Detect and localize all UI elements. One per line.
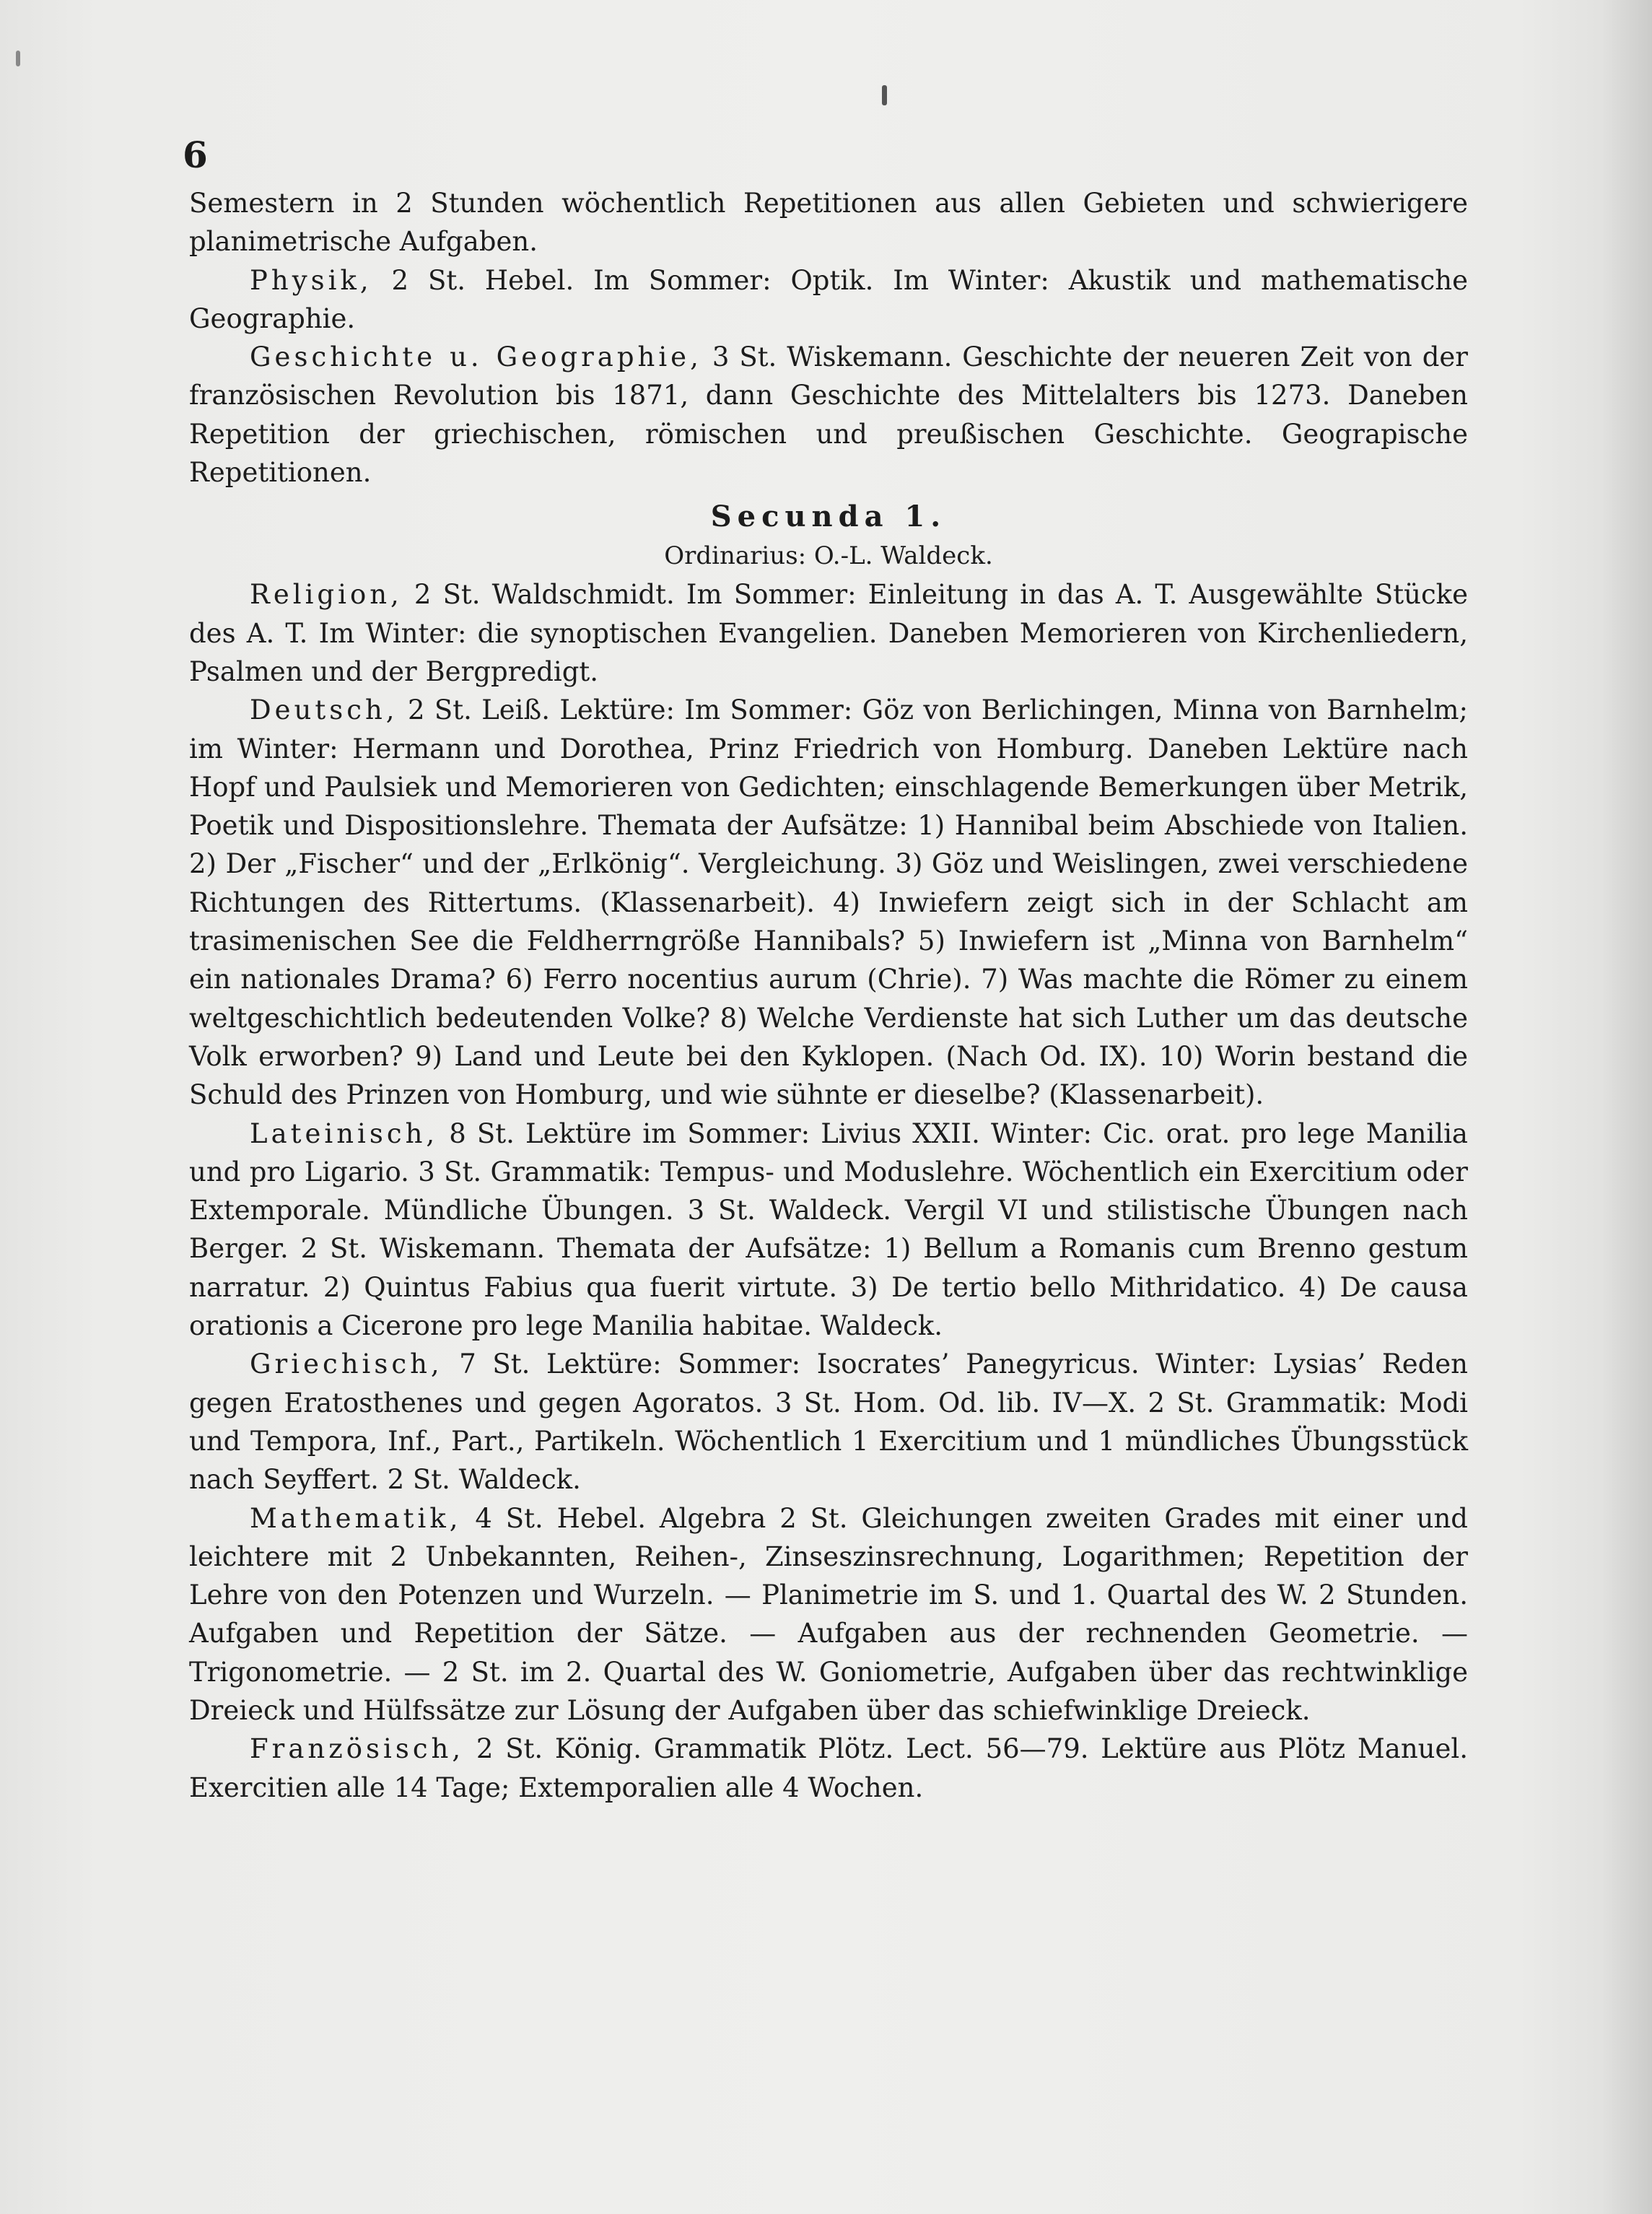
paragraph-franzoesisch: [189, 1730, 1468, 1807]
paragraph-mathematik: [189, 1499, 1468, 1730]
paragraph-text: 4 St. Hebel. Algebra 2 St. Gleichungen zweiten Grades mit einer und leichtere mit 2 Unbekannten, Reihen-, Zinseszinsrechnung, Logarithmen; Repetition der Lehre von den Potenzen und Wurzeln. — Planimetrie im S. und 1. Quartal des W. 2 Stunden. Aufgaben und Repetition der Sätze. — Aufgaben aus der rechnenden Geometrie. — Trigonometrie. — 2 St. im 2. Quartal des W. Goniometrie, Aufgaben über das rechtwinklige Dreieck und Hülfssätze zur Lösung der Aufgaben über das schiefwinklige Dreieck.: [189, 1502, 1468, 1726]
paragraph-text: 2 St. Leiß. Lektüre: Im Sommer: Göz von Berlichingen, Minna von Barnhelm; im Winter: Hermann und Dorothea, Prinz Friedrich von Homburg. Daneben Lektüre nach Hopf und Paulsiek und Memorieren von Gedichten; einschlagende Bemerkungen über Metrik, Poetik und Dispositionslehre. Themata der Aufsätze: 1) Hannibal beim Abschiede von Italien. 2) Der „Fischer“ und der „Erlkönig“. Vergleichung. 3) Göz und Weislingen, zwei verschiedene Richtungen des Rittertums. (Klassenarbeit). 4) Inwiefern zeigt sich in der Schlacht am trasimenischen See die Feldherrngröße Hannibals? 5) Inwiefern ist „Minna von Barnhelm“ ein nationales Drama? 6) Ferro nocentius aurum (Chrie). 7) Was machte die Römer zu einem weltgeschichtlich bedeutenden Volke? 8) Welche Verdienste hat sich Luther um das deutsche Volk erworben? 9) Land und Leute bei den Kyklopen. (Nach Od. IX). 10) Worin bestand die Schuld des Prinzen von Homburg, und wie sühnte er dieselbe? (Klassenarbeit).: [189, 694, 1468, 1111]
page-number: 6: [183, 134, 208, 176]
paragraph-text: Semestern in 2 Stunden wöchentlich Repetitionen aus allen Gebieten und schwierigere planimetrische Aufgaben.: [189, 188, 1468, 258]
subject-title: Geschichte u. Geographie,: [250, 341, 702, 373]
section-heading: Secunda 1.: [710, 500, 947, 534]
subject-title: Religion,: [250, 579, 403, 611]
paragraph-text: 2 St. Hebel. Im Sommer: Optik. Im Winter: Akustik und mathematische Geographie.: [189, 264, 1468, 334]
subject-title: Französisch,: [250, 1733, 465, 1765]
paragraph-text: 8 St. Lektüre im Sommer: Livius XXII. Winter: Cic. orat. pro lege Manilia und pro Ligario. 3 St. Grammatik: Tempus- und Moduslehre. Wöchentlich ein Exercitium oder Extemporale. Mündliche Übungen. 3 St. Waldeck. Vergil VI und stilistische Übungen nach Berger. 2 St. Wiskemann. Themata der Aufsätze: 1) Bellum a Romanis cum Brenno gestum narratur. 2) Quintus Fabius qua fuerit virtute. 3) De tertio bello Mithridatico. 4) De causa orationis a Cicerone pro lege Manilia habitae. Waldeck.: [189, 1117, 1468, 1342]
paragraph-text: 2 St. Waldschmidt. Im Sommer: Einleitung in das A. T. Ausgewählte Stücke des A. T. Im Winter: die synoptischen Evangelien. Daneben Memorieren von Kirchenliedern, Psalmen und der Bergpredigt.: [189, 579, 1468, 687]
page-edge-shadow: [1601, 0, 1652, 2214]
subject-title: Mathematik,: [250, 1502, 462, 1534]
subject-title: Physik,: [250, 264, 372, 296]
ink-speck: [882, 85, 887, 105]
paragraph-geschichte: [189, 338, 1468, 492]
paragraph-deutsch: [189, 691, 1468, 1114]
paragraph-physik: [189, 261, 1468, 339]
paragraph-continued: [189, 184, 1468, 261]
body-text: [189, 184, 1468, 1807]
paragraph-griechisch: [189, 1345, 1468, 1499]
section-ordinarius: Ordinarius: O.-L. Waldeck.: [664, 541, 993, 571]
paragraph-text: 2 St. König. Grammatik Plötz. Lect. 56—79. Lektüre aus Plötz Manuel. Exercitien alle 14 Tage; Extemporalien alle 4 Wochen.: [189, 1733, 1469, 1803]
subject-title: Deutsch,: [250, 694, 398, 726]
ink-speck: [16, 51, 20, 66]
subject-title: Lateinisch,: [250, 1117, 439, 1149]
subject-title: Griechisch,: [250, 1348, 443, 1380]
paragraph-religion: [189, 575, 1468, 691]
paragraph-lateinisch: [189, 1115, 1468, 1346]
paragraph-text: 3 St. Wiskemann. Geschichte der neueren Zeit von der französischen Revolution bis 1871, dann Geschichte des Mittelalters bis 1273. Daneben Repetition der griechischen, römischen und preußischen Geschichte. Geograpische Repetitionen.: [189, 341, 1468, 489]
paragraph-text: 7 St. Lektüre: Sommer: Isocrates’ Panegyricus. Winter: Lysias’ Reden gegen Eratosthenes und gegen Agoratos. 3 St. Hom. Od. lib. IV—X. 2 St. Grammatik: Modi und Tempora, Inf., Part., Partikeln. Wöchentlich 1 Exercitium und 1 mündliches Übungsstück nach Seyffert. 2 St. Waldeck.: [189, 1348, 1468, 1496]
